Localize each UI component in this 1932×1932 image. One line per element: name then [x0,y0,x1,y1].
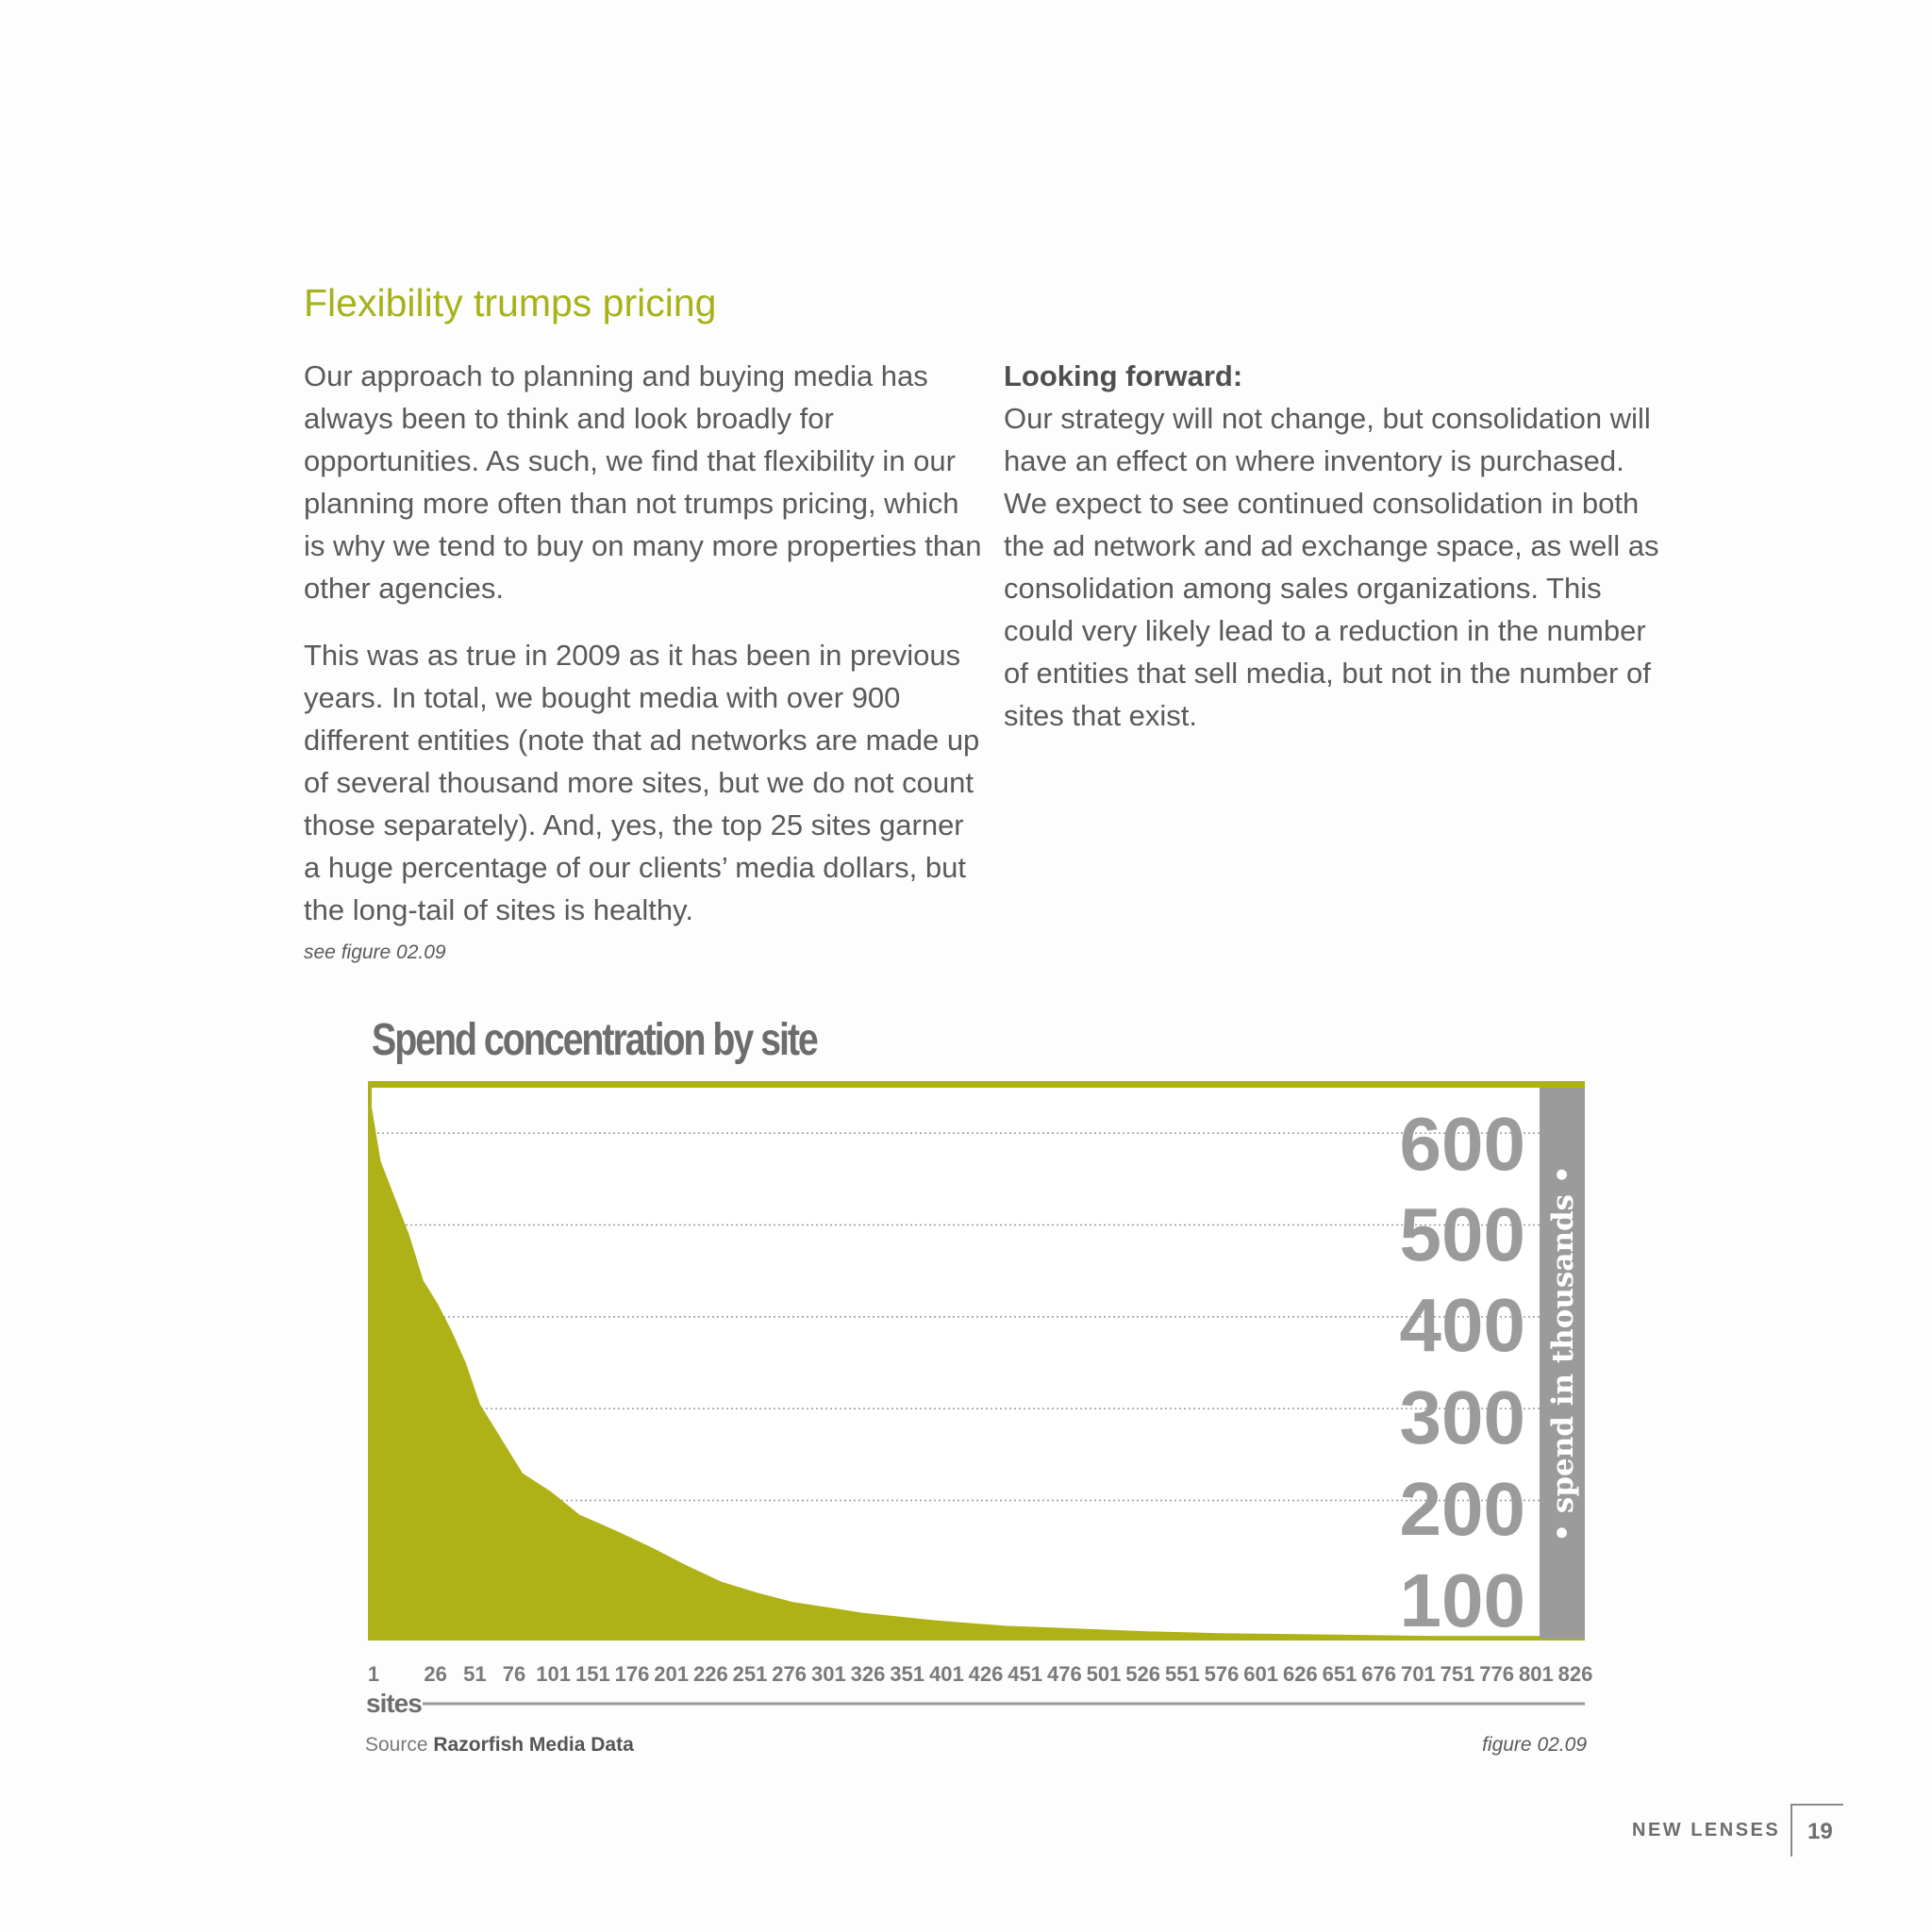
y-tick-label: 600 [1399,1102,1525,1186]
y-tick-label: 300 [1399,1375,1525,1459]
x-tick-label: 626 [1282,1662,1318,1686]
chart-title: Spend concentration by site [372,1015,817,1065]
x-tick-label: 426 [968,1662,1004,1686]
x-tick-label: 301 [810,1662,846,1686]
x-tick-label: 601 [1243,1662,1279,1686]
x-tick-label: 176 [614,1662,650,1686]
y-tick-label: 500 [1399,1192,1525,1276]
y-axis-line [368,1081,372,1639]
source-label: Source [365,1734,428,1756]
y-axis-label: • spend in thousands • [1546,1165,1580,1542]
x-tick-label: 651 [1322,1662,1357,1686]
y-tick-label: 400 [1399,1283,1525,1367]
x-tick-label: 526 [1125,1662,1161,1686]
x-tick-label: 1 [367,1662,380,1686]
footer-divider [1790,1804,1792,1857]
x-tick-label: 576 [1204,1662,1240,1686]
y-tick-label: 100 [1399,1558,1525,1642]
x-tick-label: 26 [424,1662,447,1686]
x-tick-label: 451 [1008,1662,1043,1686]
x-tick-label: 401 [928,1662,964,1686]
x-tick-label: 76 [502,1662,526,1686]
right-paragraph: Our strategy will not change, but consolidation will have an effect on where inventory is purchased. We expect to see continued consolidation in both the ad network and ad exchange space, as well as consolidation among sales organizations. This could very likely lead to a reduction in the number of entities that sell media, but not in the number of sites that exist. [1004,402,1659,732]
looking-forward-heading: Looking forward: [1004,359,1243,392]
plot-top-border [368,1081,1585,1088]
x-tick-label: 551 [1164,1662,1200,1686]
x-tick-label: 201 [654,1662,690,1686]
source-name: Razorfish Media Data [433,1734,634,1756]
page-number: 19 [1807,1819,1833,1844]
figure-caption: figure 02.09 [1482,1734,1587,1756]
x-tick-label: 701 [1400,1662,1436,1686]
x-tick-label: 151 [575,1662,610,1686]
x-tick-label: 251 [732,1662,768,1686]
left-paragraph-2: This was as true in 2009 as it has been in previous years. In total, we bought media with over 900 different entities (note that ad networks are made up of several thousand more sites, but we do not count those separately). And, yes, the top 25 sites garner a huge percentage of our clients’ media dollars, but the long-tail of sites is healthy. [304,639,980,926]
footer-label: NEW LENSES [1632,1820,1781,1840]
x-tick-label: 826 [1557,1662,1593,1686]
x-tick-label: 476 [1046,1662,1082,1686]
footer-divider-top [1790,1804,1843,1806]
source-line [365,1734,634,1757]
x-tick-label: 801 [1518,1662,1554,1686]
section-heading: Flexibility trumps pricing [304,281,717,325]
x-tick-label: 501 [1086,1662,1122,1686]
x-tick-label: 276 [772,1662,808,1686]
figure-reference: see figure 02.09 [304,941,446,963]
x-tick-label: 51 [463,1662,487,1686]
x-tick-label: 351 [890,1662,925,1686]
x-tick-label: 751 [1440,1662,1475,1686]
x-tick-label: 226 [692,1662,728,1686]
y-tick-label: 200 [1399,1467,1525,1551]
x-tick-label: 676 [1361,1662,1397,1686]
x-axis-label: sites [366,1689,422,1718]
x-tick-label: 326 [850,1662,886,1686]
x-tick-label: 101 [536,1662,572,1686]
x-tick-label: 776 [1479,1662,1515,1686]
left-paragraph-1: Our approach to planning and buying media has always been to think and look broadly for opportunities. As such, we find that flexibility in our planning more often than not trumps pricing, which is why we tend to buy on many more properties than other agencies. [304,359,982,605]
